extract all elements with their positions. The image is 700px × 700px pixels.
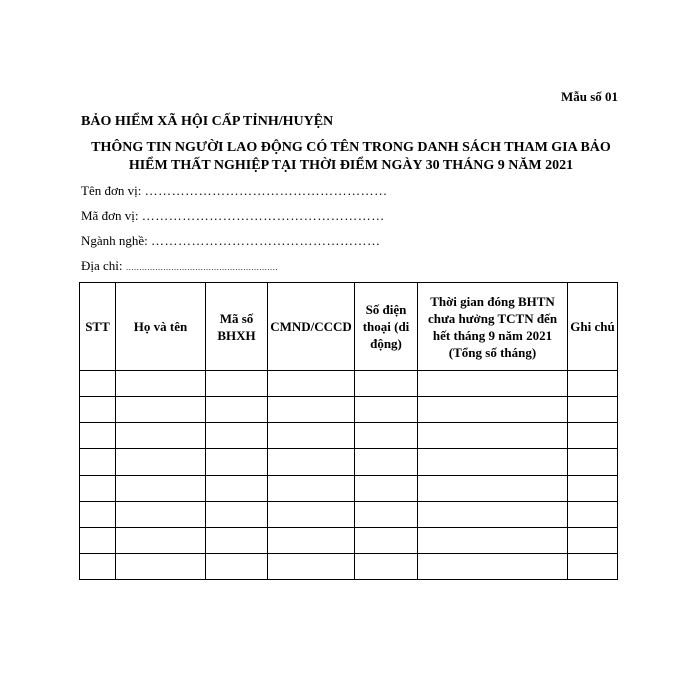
title-line-2: HIỂM THẤT NGHIỆP TẠI THỜI ĐIỂM NGÀY 30 THÁNG 9 NĂM 2021 (128, 158, 574, 173)
header-insurance-code: Mã số BHXH (206, 283, 268, 371)
field-dots: ………………………………………………… (125, 263, 278, 272)
title-line-1: THÔNG TIN NGƯỜI LAO ĐỘNG CÓ TÊN TRONG DANH SÁCH THAM GIA BẢO (91, 140, 611, 155)
header-full-name: Họ và tên (116, 283, 206, 371)
field-label: Mã đơn vị: (81, 208, 139, 223)
table-cell[interactable] (80, 527, 116, 553)
table-header-row (80, 283, 618, 371)
header-notes: Ghi chú (568, 283, 618, 371)
field-label: Tên đơn vị: (81, 183, 142, 198)
header-id-card: CMND/CCCD (268, 283, 355, 371)
table-cell[interactable] (355, 371, 418, 397)
agency-heading: BẢO HIỂM XÃ HỘI CẤP TỈNH/HUYỆN (81, 114, 334, 129)
table-cell[interactable] (116, 527, 206, 553)
header-contribution-time: Thời gian đóng BHTN chưa hưởng TCTN đến hết tháng 9 năm 2021 (Tổng số tháng) (418, 283, 568, 371)
table-cell[interactable] (116, 501, 206, 527)
table-cell[interactable] (116, 423, 206, 449)
table-cell[interactable] (206, 553, 268, 579)
table-cell[interactable] (418, 501, 568, 527)
table-cell[interactable] (355, 553, 418, 579)
table-cell[interactable] (568, 553, 618, 579)
table-cell[interactable] (268, 449, 355, 475)
field-unit-code (81, 208, 385, 224)
table-cell[interactable] (418, 449, 568, 475)
table-cell[interactable] (206, 475, 268, 501)
table-cell[interactable] (206, 501, 268, 527)
table-row (80, 371, 618, 397)
table-cell[interactable] (80, 397, 116, 423)
table-cell[interactable] (568, 371, 618, 397)
table-cell[interactable] (355, 475, 418, 501)
field-dots: ……………………………………………… (141, 208, 385, 223)
table-cell[interactable] (116, 449, 206, 475)
table-cell[interactable] (206, 527, 268, 553)
field-label: Địa chỉ: (81, 258, 123, 273)
table-cell[interactable] (355, 449, 418, 475)
table-cell[interactable] (268, 553, 355, 579)
table-cell[interactable] (418, 527, 568, 553)
table-cell[interactable] (206, 371, 268, 397)
field-unit-name (81, 183, 388, 199)
table-cell[interactable] (355, 501, 418, 527)
table-cell[interactable] (80, 423, 116, 449)
table-cell[interactable] (268, 397, 355, 423)
table-cell[interactable] (568, 449, 618, 475)
table-row (80, 475, 618, 501)
table-cell[interactable] (568, 501, 618, 527)
table-row (80, 527, 618, 553)
table-cell[interactable] (268, 527, 355, 553)
table-cell[interactable] (355, 527, 418, 553)
table-cell[interactable] (568, 397, 618, 423)
employee-table (79, 282, 618, 580)
table-cell[interactable] (80, 449, 116, 475)
table-cell[interactable] (268, 501, 355, 527)
field-label: Ngành nghề: (81, 233, 148, 248)
table-cell[interactable] (355, 397, 418, 423)
header-phone: Số điện thoại (di động) (355, 283, 418, 371)
table-cell[interactable] (418, 475, 568, 501)
field-dots: …………………………………………… (151, 233, 381, 248)
table-cell[interactable] (355, 423, 418, 449)
table-row (80, 501, 618, 527)
table-cell[interactable] (268, 423, 355, 449)
table-cell[interactable] (206, 397, 268, 423)
table-cell[interactable] (268, 475, 355, 501)
table-cell[interactable] (206, 423, 268, 449)
table-cell[interactable] (116, 475, 206, 501)
table-cell[interactable] (418, 423, 568, 449)
table-row (80, 397, 618, 423)
table-cell[interactable] (418, 397, 568, 423)
table-cell[interactable] (206, 449, 268, 475)
field-industry (81, 233, 381, 249)
table-cell[interactable] (418, 371, 568, 397)
table-row (80, 423, 618, 449)
table-cell[interactable] (80, 501, 116, 527)
table-cell[interactable] (80, 553, 116, 579)
table-cell[interactable] (418, 553, 568, 579)
form-number: Mẫu số 01 (560, 89, 618, 104)
table-cell[interactable] (568, 527, 618, 553)
table-cell[interactable] (116, 553, 206, 579)
table-cell[interactable] (116, 397, 206, 423)
table-cell[interactable] (116, 371, 206, 397)
table-cell[interactable] (80, 371, 116, 397)
table-row (80, 449, 618, 475)
table-cell[interactable] (568, 475, 618, 501)
table-cell[interactable] (568, 423, 618, 449)
document-title (81, 139, 621, 175)
field-address (81, 258, 278, 274)
field-dots: ……………………………………………… (144, 183, 388, 198)
table-cell[interactable] (268, 371, 355, 397)
header-stt: STT (80, 283, 116, 371)
table-row (80, 553, 618, 579)
table-cell[interactable] (80, 475, 116, 501)
